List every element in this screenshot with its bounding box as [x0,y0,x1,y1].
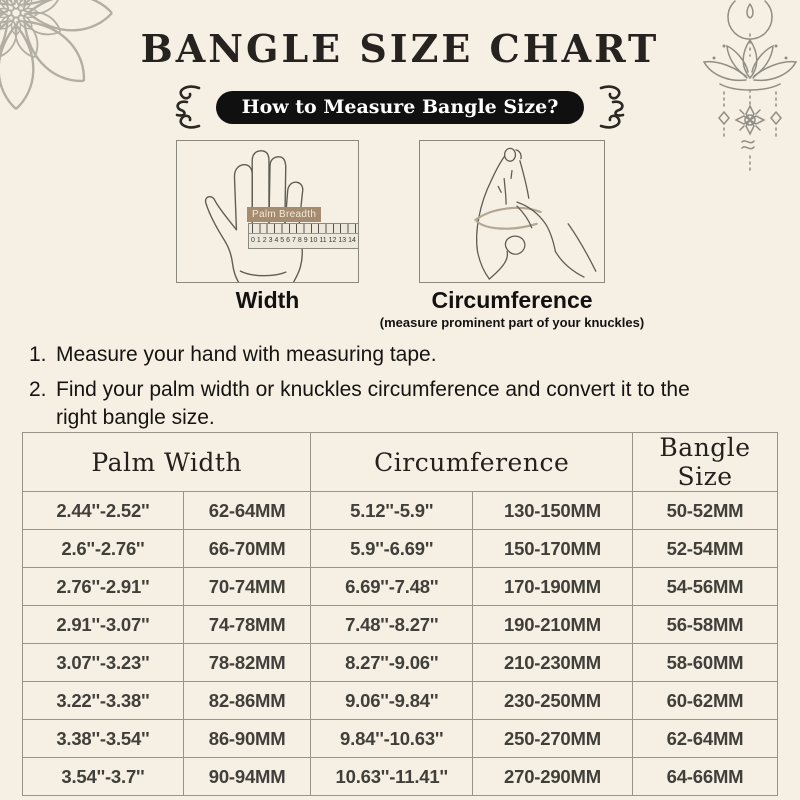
table-cell: 2.6''-2.76'' [23,530,184,568]
table-row [23,682,778,720]
table-cell: 5.9''-6.69'' [311,530,473,568]
how-to-measure-pill: How to Measure Bangle Size? [216,91,585,124]
table-cell: 130-150MM [472,492,632,530]
table-cell: 90-94MM [183,758,311,796]
instruction-item [29,376,789,432]
table-cell: 5.12''-5.9'' [311,492,473,530]
table-cell: 8.27''-9.06'' [311,644,473,682]
table-cell: 70-74MM [183,568,311,606]
instruction-text: right bangle size. [56,406,215,429]
instruction-number: 1. [29,343,47,366]
table-cell: 2.91''-3.07'' [23,606,184,644]
table-cell: 3.54''-3.7'' [23,758,184,796]
instruction-number: 2. [29,378,47,401]
header-palm-width: Palm Width [23,433,311,492]
table-cell: 78-82MM [183,644,311,682]
circumference-caption: Circumference [431,287,593,313]
circumference-illustration-box [419,140,605,283]
table-row [23,644,778,682]
table-cell: 58-60MM [633,644,778,682]
table-cell: 6.69''-7.48'' [311,568,473,606]
table-cell: 270-290MM [472,758,632,796]
size-table [22,432,778,796]
table-cell: 2.44''-2.52'' [23,492,184,530]
instructions [29,341,789,439]
table-cell: 150-170MM [472,530,632,568]
table-cell: 62-64MM [633,720,778,758]
table-cell: 2.76''-2.91'' [23,568,184,606]
circumference-note: (measure prominent part of your knuckles) [379,315,645,330]
table-cell: 230-250MM [472,682,632,720]
page-title: BANGLE SIZE CHART [140,26,660,71]
table-cell: 60-62MM [633,682,778,720]
table-cell: 3.07''-3.23'' [23,644,184,682]
table-cell: 54-56MM [633,568,778,606]
pinched-hand-illustration [420,141,604,282]
instruction-text: Find your palm width or knuckles circumference and convert it to the [56,378,690,401]
table-cell: 82-86MM [183,682,311,720]
table-cell: 10.63''-11.41'' [311,758,473,796]
table-row [23,492,778,530]
table-row [23,568,778,606]
table-cell: 3.22''-3.38'' [23,682,184,720]
instruction-item [29,341,789,369]
table-cell: 170-190MM [472,568,632,606]
circumference-caption-block [379,287,645,330]
table-cell: 250-270MM [472,720,632,758]
table-cell: 74-78MM [183,606,311,644]
width-illustration-box [176,140,359,283]
table-row [23,606,778,644]
subtitle-row [0,84,800,130]
width-caption: Width [235,287,300,313]
header-bangle-size: Bangle Size [633,433,778,492]
palm-breadth-label: Palm Breadth [247,207,321,222]
table-cell: 52-54MM [633,530,778,568]
instruction-text: Measure your hand with measuring tape. [56,343,437,366]
table-row [23,530,778,568]
table-cell: 190-210MM [472,606,632,644]
table-cell: 56-58MM [633,606,778,644]
table-cell: 9.06''-9.84'' [311,682,473,720]
table-cell: 50-52MM [633,492,778,530]
table-cell: 210-230MM [472,644,632,682]
table-cell: 64-66MM [633,758,778,796]
table-cell: 62-64MM [183,492,311,530]
ruler [248,223,359,249]
flourish-right-icon [597,84,631,130]
ruler-ticks [249,224,358,234]
table-header-row [23,433,778,492]
table-cell: 7.48''-8.27'' [311,606,473,644]
header-circumference: Circumference [311,433,633,492]
table-row [23,720,778,758]
table-cell: 86-90MM [183,720,311,758]
table-row [23,758,778,796]
table-cell: 66-70MM [183,530,311,568]
table-cell: 3.38''-3.54'' [23,720,184,758]
table-cell: 9.84''-10.63'' [311,720,473,758]
flourish-left-icon [169,84,203,130]
ruler-numbers: 0 1 2 3 4 5 6 7 8 9 10 11 12 13 14 [251,237,356,244]
